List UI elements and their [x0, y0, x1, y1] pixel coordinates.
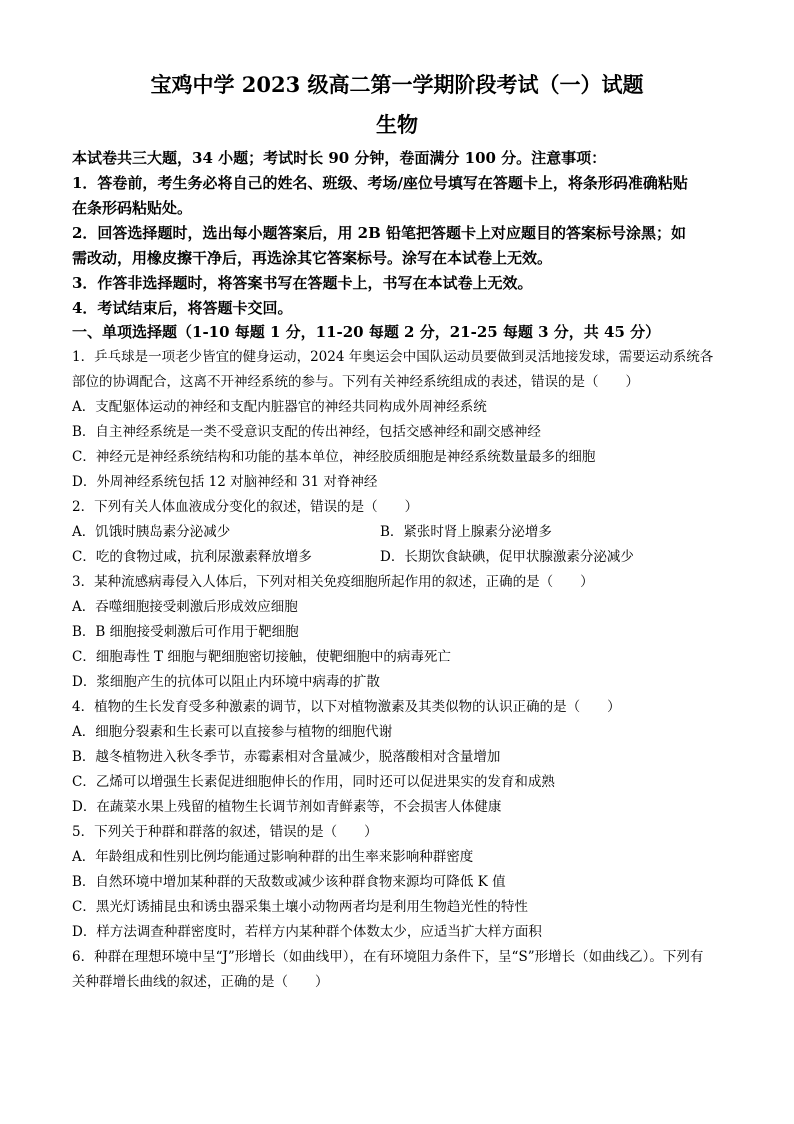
option-d: D．样方法调查种群密度时，若样方内某种群个体数太少，应适当扩大样方面积 — [72, 924, 542, 940]
instruction-2a: 2．回答选择题时，选出每小题答案后，用 2B 铅笔把答题卡上对应题目的答案标号涂黑；如 — [72, 224, 687, 242]
question-2 — [72, 495, 728, 570]
option-a: A．年龄组成和性别比例均能通过影响种群的出生率来影响种群密度 — [72, 849, 474, 865]
question-5 — [72, 820, 728, 945]
question-stem: 3．某种流感病毒侵入人体后，下列对相关免疫细胞所起作用的叙述，正确的是（ ） — [72, 574, 594, 590]
option-c: C．黑光灯诱捕昆虫和诱虫器采集土壤小动物两者均是利用生物趋光性的特性 — [72, 899, 528, 915]
question-stem: 关种群增长曲线的叙述，正确的是（ ） — [72, 974, 329, 990]
option-c: C．细胞毒性 T 细胞与靶细胞密切接触，使靶细胞中的病毒死亡 — [72, 649, 451, 665]
instructions — [72, 146, 728, 321]
question-stem: 4．植物的生长发育受多种激素的调节，以下对植物激素及其类似物的认识正确的是（ ） — [72, 699, 621, 715]
option-a: A．支配躯体运动的神经和支配内脏器官的神经共同构成外周神经系统 — [72, 399, 487, 415]
option-b: B．自主神经系统是一类不受意识支配的传出神经，包括交感神经和副交感神经 — [72, 424, 541, 440]
option-d: D．外周神经系统包括 12 对脑神经和 31 对脊神经 — [72, 474, 378, 490]
instructions-intro: 本试卷共三大题，34 小题；考试时长 90 分钟，卷面满分 100 分。注意事项： — [72, 149, 607, 167]
question-stem: 1．乒乓球是一项老少皆宜的健身运动，2024 年奥运会中国队运动员要做到灵活地接发球，需要运动系统各 — [72, 349, 714, 365]
exam-title: 宝鸡中学 2023 级高二第一学期阶段考试（一）试题 — [150, 72, 644, 97]
option-b: B．自然环境中增加某种群的天敌数或减少该种群食物来源均可降低 K 值 — [72, 874, 506, 890]
instruction-1a: 1．答卷前，考生务必将自己的姓名、班级、考场/座位号填写在答题卡上，将条形码准确粘贴 — [72, 174, 688, 192]
option-d: D．在蔬菜水果上残留的植物生长调节剂如青鲜素等，不会损害人体健康 — [72, 799, 502, 815]
question-1 — [72, 345, 728, 495]
question-stem: 2．下列有关人体血液成分变化的叙述，错误的是（ ） — [72, 499, 419, 515]
question-6 — [72, 945, 728, 995]
instruction-3: 3．作答非选择题时，将答案书写在答题卡上，书写在本试卷上无效。 — [72, 274, 533, 292]
option-a: A．细胞分裂素和生长素可以直接参与植物的细胞代谢 — [72, 724, 393, 740]
option-b: B．B 细胞接受刺激后可作用于靶细胞 — [72, 624, 299, 640]
option-d: D．浆细胞产生的抗体可以阻止内环境中病毒的扩散 — [72, 674, 380, 690]
subject-title: 生物 — [376, 112, 418, 137]
option-a: A．饥饿时胰岛素分泌减少 — [72, 524, 231, 540]
instruction-4: 4．考试结束后，将答题卡交回。 — [72, 299, 293, 317]
option-c: C．乙烯可以增强生长素促进细胞伸长的作用，同时还可以促进果实的发育和成熟 — [72, 774, 555, 790]
option-b: B．越冬植物进入秋冬季节，赤霉素相对含量减少，脱落酸相对含量增加 — [72, 749, 501, 765]
section-heading: 一、单项选择题（1-10 每题 1 分，11-20 每题 2 分，21-25 每题 3 分，共 45 分） — [72, 323, 661, 341]
question-4 — [72, 695, 728, 820]
option-d: D．长期饮食缺碘，促甲状腺激素分泌减少 — [380, 549, 634, 565]
option-c: C．吃的食物过咸，抗利尿激素释放增多 — [72, 549, 312, 565]
questions — [72, 345, 728, 995]
option-c: C．神经元是神经系统结构和功能的基本单位，神经胶质细胞是神经系统数量最多的细胞 — [72, 449, 596, 465]
question-stem: 部位的协调配合，这离不开神经系统的参与。下列有关神经系统组成的表述，错误的是（ ） — [72, 374, 639, 390]
option-b: B．紧张时肾上腺素分泌增多 — [380, 524, 552, 540]
question-3 — [72, 570, 728, 695]
question-stem: 5．下列关于种群和群落的叙述，错误的是（ ） — [72, 824, 378, 840]
question-stem: 6．种群在理想环境中呈“J”形增长（如曲线甲），在有环境阻力条件下，呈“S”形增长（如曲线乙）。下列有 — [72, 949, 704, 965]
instruction-2b: 需改动，用橡皮擦干净后，再选涂其它答案标号。涂写在本试卷上无效。 — [72, 249, 553, 267]
option-a: A．吞噬细胞接受刺激后形成效应细胞 — [72, 599, 298, 615]
instruction-1b: 在条形码粘贴处。 — [72, 199, 193, 217]
